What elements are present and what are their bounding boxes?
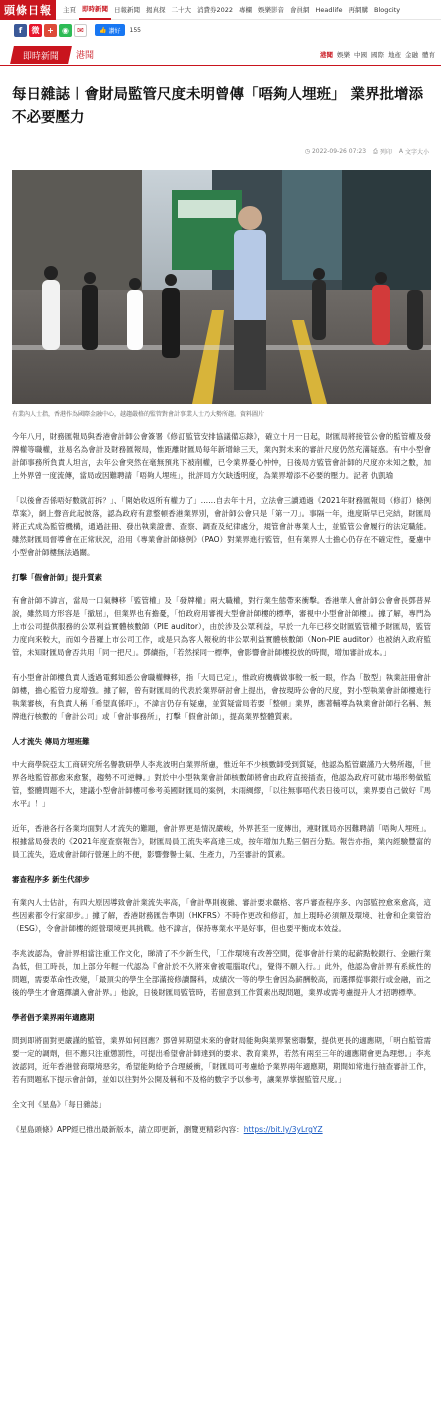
facebook-like-button[interactable]	[95, 24, 125, 36]
paragraph-text: 近年，香港各行各業均面對人才流失的難題，會計界更是情況嚴峻，外界甚至一度傳出，連財匯局亦因難聘請「唔夠人埋班」。根據當局發表的《2021年度查察報告》，財匯局員工流失率高達三成，按年增加九點三個百分點。報告亦指，業內經驗豐富的員工流失，造成會計師行營運上的不便，影響聲譽士氣、生產力，乃至審計的質素。	[12, 824, 431, 859]
paragraph-text: 李兆波認為，會計界相當注重工作文化，睇清了不少新生代，「工作環境有改善空間，從事會計行業的起薪點較銀行、金融行業為低，但工時長，加上部分年輕一代認為『會計於不久將來會被電腦取代』，覺得不願入行。」此外，他認為會計界有系統性的問題，需要革命性改變，「最頂尖的學生全部滿接修讀醫科，成績次一等的學生會因為薪酬較高，而選擇從事銀行或金融，而之後的學生才會選擇讀入會計界。」他說，日後財匯局監管時，若留意到工作質素出現問題，業界或需考慮提升人才招聘標準。	[12, 949, 431, 997]
clock-icon: ◷	[304, 148, 310, 155]
paragraph-text: 全文刊《星島》「每日雜誌」	[12, 1100, 106, 1109]
whatsapp-share-icon[interactable]: ◉	[59, 24, 72, 37]
weibo-share-icon[interactable]: 微	[29, 24, 42, 37]
nav-item-2[interactable]: 日報新聞	[114, 5, 140, 14]
article-subheading	[12, 1011, 431, 1024]
site-logo[interactable]: 頭條日報	[0, 0, 56, 20]
like-count: 155	[129, 26, 141, 34]
article-paragraph	[12, 947, 431, 999]
paragraph-text: 今年八月，財務匯報局與香港會計師公會簽署《修訂監管安排協議備忘錄》，確立十月一日起，財匯局將接管公會的監管權及發牌權等職權，並易名為會計及財務匯報局，惟距離財匯局每年新增餘三天，業內對未來的審計尺度仍然充滿疑惑。有中小型會計師事務所負責人坦言，去年公會突然在毫無預兆下被削權，已令業界憂心忡忡，日後局方監管會計師的尺度亦未知之數，加上外界曾一度流傳，當局或因難聘請「唔夠人埋班」，批評局方欠缺透明度，為業界增添不必要的壓力。記者 仇凱瑜	[12, 432, 431, 480]
paragraph-text: 「以後會否係唔好數就訂拆？」、「開始收返所有權力了」……自去年十月，立法會三讀通過《2021年財務匯報局（修訂）條例草案》，網上聲音此起彼落，認為政府有意整頓香港業界別，會計師公會只是「第一刀」。事隔一年，進度斯早已完結，財匯局將正式成為監管機構，通過註冊、發出執業證書、查察、調查及紀律處分，規管會計專業人士，並監管公會履行的法定職能。雖然財匯局督導會在正常狀況，沿用《專業會計師條例》（PAO）對業界進行監管，但有業界人士擔心仍存在不確定性，憂慮中小型會計師樓無法過關。	[12, 496, 431, 557]
google-plus-share-icon[interactable]: +	[44, 24, 57, 37]
paragraph-text: 審查程序多 新生代卻步	[12, 875, 90, 884]
paragraph-text: 《星島頭條》APP經已推出最新版本，請立即更新，瀏覽更精彩內容：	[12, 1125, 244, 1134]
timestamp: ◷ 2022-09-26 07:23	[304, 148, 367, 155]
nav-item-1[interactable]: 即時新聞	[79, 0, 111, 20]
article-paragraph	[12, 1034, 431, 1086]
nav-item-4[interactable]: 二十大	[171, 5, 191, 14]
section-tab-instant-news[interactable]: 即時新聞	[10, 46, 72, 64]
article-paragraph	[12, 594, 431, 659]
article-paragraph	[12, 896, 431, 935]
section-bar	[0, 44, 441, 66]
nav-item-10[interactable]: 再網購	[348, 5, 368, 14]
subnav-item-6[interactable]: 體育	[422, 51, 435, 59]
nav-item-9[interactable]: Headlife	[315, 5, 343, 14]
article-meta	[305, 147, 429, 156]
facebook-share-icon[interactable]: f	[14, 24, 27, 37]
subnav-item-1[interactable]: 娛樂	[337, 51, 350, 59]
font-size-button[interactable]: A 文字大小	[398, 148, 429, 156]
paragraph-text: 打擊「假會計師」提升質素	[12, 573, 102, 582]
nav-item-7[interactable]: 娛樂影音	[258, 5, 285, 14]
text-size-icon: A	[398, 148, 403, 155]
article-paragraph	[12, 494, 431, 559]
subnav-item-0[interactable]: 港聞	[320, 51, 333, 59]
subnav-item-5[interactable]: 金融	[405, 51, 418, 59]
nav-item-3[interactable]: 揭真探	[146, 5, 166, 14]
nav-item-8[interactable]: 會員網	[290, 5, 310, 14]
like-label: 讚好	[108, 27, 121, 35]
nav-item-6[interactable]: 專欄	[239, 5, 253, 14]
share-bar	[0, 22, 441, 38]
article-paragraph	[12, 758, 431, 810]
email-share-icon[interactable]: ✉	[74, 24, 87, 37]
subnav-item-2[interactable]: 中國	[354, 51, 367, 59]
thumbs-up-icon: 👍	[99, 26, 107, 34]
article-paragraph	[12, 1123, 431, 1136]
paragraph-text: 問到即將面對更嚴謹的監管，業界如何回應？鄧曾昇期望未來的會財局能夠與業界緊密聯繫，提供更長的適應期，「明白監管需要一定的調劑，但不應只注重懲罰性，可提出希望會計師達到的要求、教育業界，若然有兩至三年的適應期會更為理想。」李兆波認同，近年香港營商環境惡劣，希望能夠給予合理緩衝，「財匯局可考慮給予業界兩年適應期，期間如常進行抽查審計工作，若有問題私下提示會計師，並如以往對外公開及稱和不及格的數字予以參考，讓業界掌握監管尺度。」	[12, 1036, 431, 1084]
article-paragraph	[12, 822, 431, 861]
paragraph-text: 人才流失 傳局方埋班難	[12, 737, 90, 746]
article-subheading	[12, 873, 431, 886]
main-nav	[56, 0, 403, 20]
article-paragraph	[12, 1098, 431, 1111]
paragraph-text: 有業內人士估計，有四大原因導致會計業流失率高，「會計準則複雜、審計要求嚴格、客戶審查程序多、內部監控愈來愈高，這些因素都令行家卻步。」據了解，香港財務匯告準則（HKFRS）不時作更改和修訂，加上現時必須額及環境、社會和企業管治（ESG），令會計師樓的經營環境更具挑戰。他不諱言，保持專業水平是好事，但也要平衡成本效益。	[12, 898, 431, 933]
nav-item-0[interactable]: 主頁	[63, 5, 76, 14]
subnav-item-3[interactable]: 國際	[371, 51, 384, 59]
print-button[interactable]: ⎙ 列印	[373, 147, 392, 156]
article-paragraph	[12, 671, 431, 723]
article-subheading	[12, 735, 431, 748]
subnav-item-4[interactable]: 地產	[388, 51, 401, 59]
top-navigation-bar	[0, 0, 441, 20]
article-hero-photo	[12, 170, 431, 404]
photo-caption: 有業內人士指，香港作為國際金融中心，越趨嚴格的監管對會計事業人士乃大勢所趨。資料圖片	[12, 411, 265, 418]
paragraph-text: 中大商學院亞太工商研究所名譽教研學人李兆波明白業界所慮，惟近年不少核數師受到質疑，他認為監管嚴謹乃大勢所趨，「世界各地監管都愈來愈緊，趨勢不可逆轉。」對於中小型執業會計師核數師將會由政府直接插查，他認為政府可就市場形勢做監管，整體問題不大，建議小型會計師樓可參考美國財匯局的案例，未雨綢繆，「以往無事唔代表日後可以，業界要自己做好『馬水平』！」	[12, 760, 431, 808]
paragraph-text: 學者倡予業界兩年適應期	[12, 1013, 95, 1022]
paragraph-text: 有小型會計師樓負責人透過電郵知悉公會職權轉移，指「大局已定」，惟政府機構做事較一板一眼，作為「散型」執業註冊會計師樓，擔心監管力度增強。據了解，曾有財匯局的代表於業界研討會上提出，會按現時公會的尺度，對小型執業會計師樓進行執業審核，有負責人稱「希望真係吓」，不諱言仍存有疑慮，並質疑當局若要「整頓」業界，應著輔導為執業會計師行名稱、無牌進行核數的「會計公司」或「會計事務所」，打擊「假會計師」，提高業界整體質素。	[12, 673, 431, 721]
article-title: 每日雜誌︱會財局監管尺度未明曾傳「唔夠人埋班」 業界批增添不必要壓力	[12, 87, 424, 126]
section-subnav	[320, 50, 441, 59]
article-paragraph	[12, 430, 431, 482]
nav-item-11[interactable]: Blogcity	[373, 5, 401, 14]
nav-item-5[interactable]: 消費券2022	[197, 5, 234, 14]
printer-icon: ⎙	[373, 147, 378, 155]
paragraph-text: 有會計師不諱言，當局一口氣轉移「監管權」及「發牌權」兩大職權，對行業生態帶來衝擊。香港華人會計師公會會長鄧普昇說，雖然局方形容是「撤屈」，但業界也有擔憂，「怕政府用審視大型會計師樓的標準，審視中小型會計師樓」。據了解，專門為上市公司提供服務的公眾利益實體核數師（PIE auditor），由於涉及公眾利益，早於一九年已移交財匯監管權予財匯局，監管力度向來較大，而如今普羅上市公司工作，或是只為客人報稅的非公眾利益實體核數師（Non-PIE auditor）也被納入政府監管，未知財匯局會否共用「同一把尺」。鄧續指，「若然採同一標準，會影響會計師樓投放的時間，增加審計成本。」	[12, 596, 431, 657]
article-body	[12, 430, 431, 1148]
app-download-link[interactable]: https://bit.ly/3yLrgYZ	[243, 1125, 323, 1134]
section-tab-local[interactable]: 港聞	[76, 51, 95, 61]
article-subheading	[12, 571, 431, 584]
